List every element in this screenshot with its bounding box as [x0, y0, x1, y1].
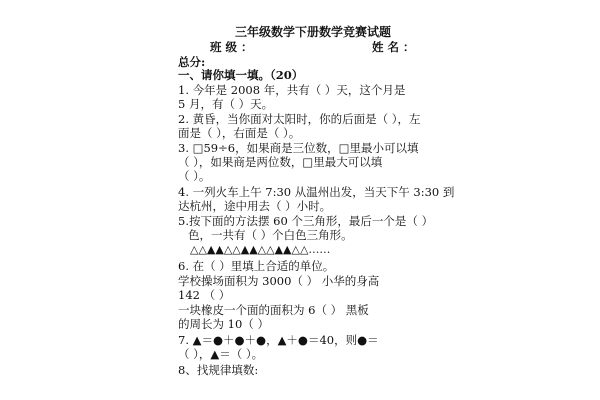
- question-2-line-1: 2. 黄昏，当你面对太阳时，你的后面是（ ），左: [178, 112, 421, 126]
- question-3-line-1: 3. □59÷6，如果商是三位数，□里最小可以填: [178, 141, 419, 155]
- question-4-line-1: 4. 一列火车上午 7:30 从温州出发，当天下午 3:30 到: [178, 185, 455, 199]
- question-6-line-1: 6. 在（ ）里填上合适的单位。: [178, 259, 335, 273]
- question-8-line-1: 8、找规律填数:: [178, 363, 259, 377]
- section-heading: 一、请你填一填。（20）: [178, 68, 304, 82]
- question-7-line-1: 7. ▲＝●＋●＋●，▲＋●＝40，则●＝: [178, 333, 379, 347]
- question-1-line-1: 1. 今年是 2008 年，共有（ ）天，这个月是: [178, 83, 406, 97]
- question-6-line-2: 学校操场面积为 3000（ ） 小华的身高: [178, 274, 380, 288]
- page-title: 三年级数学下册数学竞赛试题: [235, 25, 392, 39]
- question-2-line-2: 面是（ ），右面是（ ）。: [178, 126, 301, 140]
- triangle-pattern: △△▲▲△△▲▲△△▲▲△△……: [190, 243, 331, 256]
- question-4-line-2: 达杭州，途中用去（ ）小时。: [178, 199, 332, 213]
- question-7-line-2: （ ），▲＝（ ）。: [178, 347, 264, 361]
- question-6-line-3: 142 （ ）: [178, 288, 231, 302]
- question-6-line-4: 一块橡皮一个面的面积为 6（ ） 黑板: [178, 303, 369, 317]
- question-6-line-5: 的周长为 10（ ）: [178, 317, 269, 331]
- question-1-line-2: 5 月，有（ ）天。: [178, 97, 274, 111]
- question-5-line-1: 5.按下面的方法摆 60 个三角形，最后一个是（ ）: [178, 214, 434, 228]
- question-3-line-2: （ ），如果商是两位数，□里最大可以填: [178, 155, 383, 169]
- name-label: 姓 名 ：: [372, 40, 415, 54]
- class-label: 班 级 ：: [210, 40, 253, 54]
- total-score-label: 总分:: [178, 55, 206, 69]
- question-5-line-2: 色，一共有（ ）个白色三角形。: [188, 228, 353, 242]
- question-3-line-3: （ ）。: [178, 169, 211, 183]
